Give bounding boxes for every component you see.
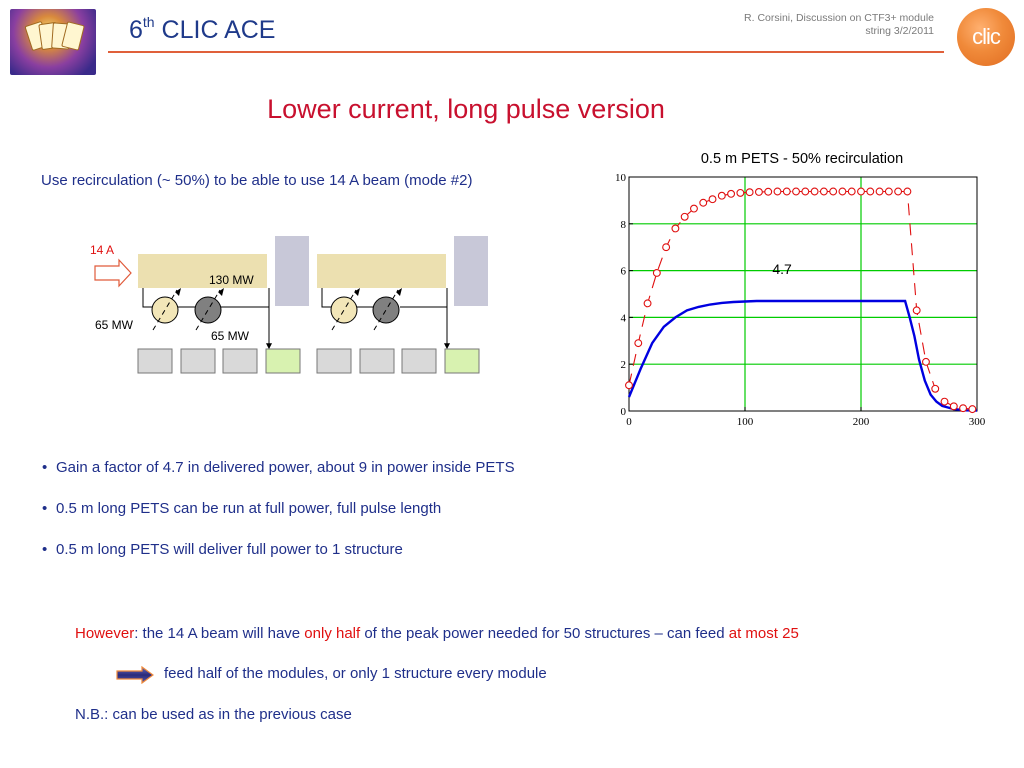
data-point-recirculation-8 (700, 199, 707, 206)
x-tick-label-0: 0 (626, 416, 632, 428)
page-title: 6th CLIC ACE (129, 14, 276, 44)
structure-4-fed (266, 349, 300, 373)
author-info (744, 12, 934, 38)
structure-3 (223, 349, 257, 373)
chart-annotation: 4.7 (772, 261, 792, 278)
bullet-1: • Gain a factor of 4.7 in delivered power, about 9 in power inside PETS (42, 459, 515, 476)
at-most-text: at most 25 (728, 625, 799, 642)
data-point-recirculation-24 (848, 188, 855, 195)
bullet-2: • 0.5 m long PETS can be run at full power, full pulse length (42, 500, 442, 517)
data-point-recirculation-1 (635, 340, 642, 347)
data-point-recirculation-0 (626, 382, 633, 389)
arrow-consequence-text: feed half of the modules, or only 1 structure every module (164, 665, 547, 682)
structure-8-fed (445, 349, 479, 373)
y-tick-label-5: 10 (615, 172, 626, 184)
plot-frame (629, 177, 977, 411)
data-point-recirculation-35 (950, 403, 957, 410)
chart-title: 0.5 m PETS - 50% recirculation (700, 151, 904, 167)
x-tick-label-2: 200 (852, 416, 870, 428)
x-tick-label-3: 300 (968, 416, 986, 428)
data-point-recirculation-28 (885, 188, 892, 195)
right-arrow-icon (116, 666, 154, 684)
y-tick-label-0: 0 (620, 406, 626, 418)
beam-current-label: 14 A (90, 243, 115, 257)
data-point-recirculation-33 (932, 385, 939, 392)
data-point-recirculation-23 (839, 188, 846, 195)
bullet-2-text: 0.5 m long PETS can be run at full power, full pulse length (56, 500, 442, 517)
however-note: However: the 14 A beam will have only half of the peak power needed for 50 structures – can feed at most 25 (75, 625, 799, 642)
data-point-recirculation-3 (653, 270, 660, 277)
data-point-recirculation-26 (867, 188, 874, 195)
quad-block-1 (275, 236, 309, 306)
data-point-recirculation-27 (876, 188, 883, 195)
data-point-recirculation-36 (960, 405, 967, 412)
intro-text: Use recirculation (~ 50%) to be able to use 14 A beam (mode #2) (41, 172, 473, 189)
chart (612, 168, 992, 430)
data-point-recirculation-9 (709, 196, 716, 203)
however-label: However (75, 625, 135, 642)
bullet-3-text: 0.5 m long PETS will deliver full power to 1 structure (56, 541, 403, 558)
power-65-left-label: 65 MW (95, 318, 134, 332)
y-tick-label-1: 2 (620, 359, 626, 372)
structure-7 (402, 349, 436, 373)
data-point-recirculation-18 (793, 188, 800, 195)
module-diagram (85, 232, 495, 377)
splitter-1a (152, 297, 178, 323)
structure-2 (181, 349, 215, 373)
splitter-1b (195, 297, 221, 323)
quad-block-2 (454, 236, 488, 306)
data-point-recirculation-29 (895, 188, 902, 195)
data-point-recirculation-25 (858, 188, 865, 195)
clic-logo (957, 8, 1015, 66)
data-point-recirculation-34 (941, 398, 948, 405)
power-130-label: 130 MW (209, 273, 254, 287)
x-tick-label-1: 100 (736, 416, 754, 428)
structure-5 (317, 349, 351, 373)
power-65-bottom-label: 65 MW (211, 329, 250, 343)
nb-note: N.B.: can be used as in the previous case (75, 706, 352, 723)
beam-arrow (95, 260, 131, 286)
data-point-recirculation-6 (681, 213, 688, 220)
data-point-recirculation-7 (691, 205, 698, 212)
data-point-recirculation-16 (774, 188, 781, 195)
y-tick-label-3: 6 (620, 265, 626, 278)
data-point-recirculation-13 (746, 189, 753, 196)
data-point-recirculation-31 (913, 307, 920, 314)
data-point-recirculation-11 (728, 190, 735, 197)
header-divider (108, 51, 944, 53)
y-tick-label-2: 4 (620, 312, 626, 325)
data-point-recirculation-17 (783, 188, 790, 195)
structure-1 (138, 349, 172, 373)
clic-logo-text: clic (972, 24, 1000, 49)
only-half-text: only half (304, 625, 361, 642)
bullet-1-text: Gain a factor of 4.7 in delivered power, about 9 in power inside PETS (56, 459, 515, 476)
data-point-recirculation-21 (820, 188, 827, 195)
y-tick-label-4: 8 (620, 218, 626, 231)
splitter-2a (331, 297, 357, 323)
slide-title: Lower current, long pulse version (267, 94, 665, 124)
data-point-recirculation-14 (756, 189, 763, 196)
data-point-recirculation-5 (672, 225, 679, 232)
data-point-recirculation-10 (718, 192, 725, 199)
data-point-recirculation-19 (802, 188, 809, 195)
author-line-2: string 3/2/2011 (865, 25, 934, 37)
data-point-recirculation-2 (644, 300, 651, 307)
author-line-1: R. Corsini, Discussion on CTF3+ module (744, 12, 934, 24)
data-point-recirculation-20 (811, 188, 818, 195)
data-point-recirculation-15 (765, 188, 772, 195)
data-point-recirculation-30 (904, 188, 911, 195)
splitter-2b (373, 297, 399, 323)
pets-module-2 (317, 254, 446, 288)
ace-logo-image (10, 9, 96, 75)
bullet-3: • 0.5 m long PETS will deliver full power to 1 structure (42, 541, 403, 558)
structure-6 (360, 349, 394, 373)
data-point-recirculation-32 (923, 358, 930, 365)
data-point-recirculation-4 (663, 244, 670, 251)
data-point-recirculation-12 (737, 190, 744, 197)
data-point-recirculation-22 (830, 188, 837, 195)
data-point-recirculation-37 (969, 406, 976, 413)
